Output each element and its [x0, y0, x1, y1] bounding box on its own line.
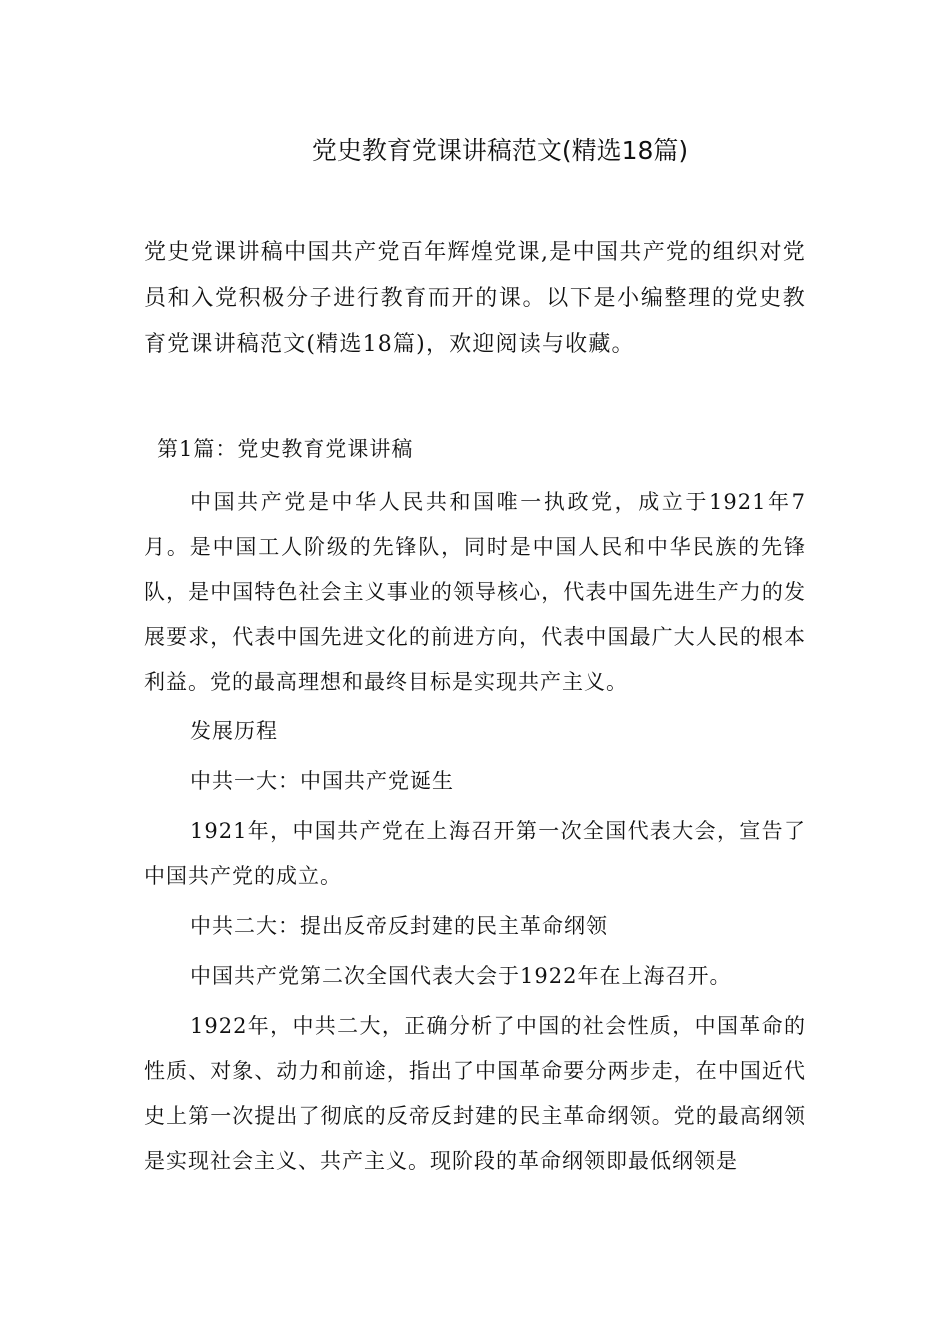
paragraph-party-overview: 中国共产党是中华人民共和国唯一执政党，成立于1921年7月。是中国工人阶级的先锋队，同时是中国人民和中华民族的先锋队，是中国特色社会主义事业的领导核心，代表中国先进生产力的发展要求，代表中国先进文化的前进方向，代表中国最广大人民的根本利益。党的最高理想和最终目标是实现共产主义。	[144, 490, 806, 694]
paragraph-second-congress-intro: 中国共产党第二次全国代表大会于1922年在上海召开。	[190, 964, 732, 988]
paragraph-first-congress: 1921年，中国共产党在上海召开第一次全国代表大会，宣告了中国共产党的成立。	[144, 819, 806, 888]
intro-paragraph: 党史党课讲稿中国共产党百年辉煌党课,是中国共产党的组织对党员和入党积极分子进行教育而开的课。以下是小编整理的党史教育党课讲稿范文(精选18篇)，欢迎阅读与收藏。	[144, 240, 806, 357]
paragraph-first-congress-heading: 中共一大：中国共产党诞生	[190, 769, 454, 793]
paragraph-second-congress-detail: 1922年，中共二大，正确分析了中国的社会性质，中国革命的性质、对象、动力和前途，指出了中国革命要分两步走，在中国近代史上第一次提出了彻底的反帝反封建的民主革命纲领。党的最高纲领是实现社会主义、共产主义。现阶段的革命纲领即最低纲领是	[144, 1014, 806, 1173]
section-heading: 第1篇：党史教育党课讲稿	[157, 437, 414, 461]
article-body	[144, 480, 806, 1189]
paragraph-history-heading: 发展历程	[190, 719, 278, 743]
paragraph-second-congress-heading: 中共二大：提出反帝反封建的民主革命纲领	[190, 914, 608, 938]
document-title: 党史教育党课讲稿范文(精选18篇)	[311, 136, 689, 165]
